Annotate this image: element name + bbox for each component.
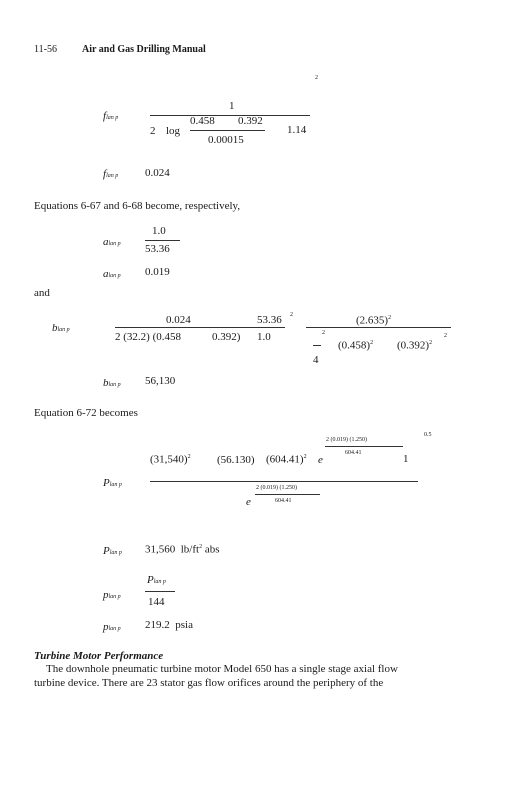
p-term-2: (56.130) bbox=[217, 454, 255, 466]
p-outer-exponent: 0.5 bbox=[424, 432, 432, 438]
a-numerator: 1.0 bbox=[152, 225, 166, 237]
friction-main-fraction-bar bbox=[150, 115, 310, 116]
friction-log: log bbox=[166, 125, 181, 137]
text-equation-becomes: Equation 6-72 becomes bbox=[34, 407, 138, 419]
a-result-value: 0.019 bbox=[145, 266, 170, 278]
b-frac3-denominator-4: 4 bbox=[313, 354, 319, 366]
friction-result-value: 0.024 bbox=[145, 167, 170, 179]
page-number: 11-56 bbox=[34, 44, 57, 55]
friction-lhs-var: flan p bbox=[103, 110, 119, 122]
b-frac2-exponent: 2 bbox=[290, 312, 293, 318]
text-and: and bbox=[34, 287, 50, 299]
p-term-3: $(604.41)^2$ bbox=[266, 453, 307, 466]
a-fraction-bar bbox=[145, 240, 180, 241]
paragraph-line-1: The downhole pneumatic turbine motor Model 650 has a single stage axial flow bbox=[46, 663, 398, 675]
p-one: 1 bbox=[403, 453, 409, 465]
p-result-var: Plan p bbox=[103, 545, 122, 557]
p-main-fraction-bar bbox=[150, 481, 418, 482]
book-title: Air and Gas Drilling Manual bbox=[82, 44, 206, 55]
a-result-var: alan p bbox=[103, 268, 121, 280]
p-top-exponent-numerator: 2 (0.019) (1.250) bbox=[326, 437, 367, 443]
friction-result-var: flan p bbox=[103, 168, 119, 180]
b-frac3-bar bbox=[306, 327, 451, 328]
p-bottom-exponent-bar bbox=[255, 494, 320, 495]
friction-numerator: 1 bbox=[229, 100, 235, 112]
psia-numerator: Plan p bbox=[147, 574, 166, 586]
b-outer-exponent: 2 bbox=[444, 333, 447, 339]
p-top-exponent-bar bbox=[325, 446, 403, 447]
p-top-exponent-denominator: 604.41 bbox=[345, 450, 362, 456]
b-var: blan p bbox=[52, 322, 70, 334]
friction-constant: 1.14 bbox=[287, 124, 307, 136]
p-term-1: $(31,540)^2$ bbox=[150, 453, 191, 466]
b-frac1-numerator: 0.024 bbox=[166, 314, 191, 326]
b-result-value: 56,130 bbox=[145, 375, 176, 387]
p-var: Plan p bbox=[103, 477, 122, 489]
friction-diameter-1: 0.458 bbox=[190, 115, 215, 127]
b-pi-fraction-bar bbox=[313, 345, 321, 346]
friction-coefficient: 2 bbox=[150, 125, 156, 137]
b-frac1-denominator: 2 (32.2) (0.458 bbox=[115, 331, 181, 343]
p-bottom-exponent-numerator: 2 (0.019) (1.250) bbox=[256, 485, 297, 491]
friction-outer-exponent: 2 bbox=[315, 75, 318, 81]
section-heading: Turbine Motor Performance bbox=[34, 650, 164, 662]
psia-result: 219.2 psia bbox=[145, 619, 193, 631]
a-var: alan p bbox=[103, 236, 121, 248]
b-frac1-denominator-2: 0.392) bbox=[212, 331, 241, 343]
b-frac3-numerator: $(2.635)^2$ bbox=[356, 314, 392, 327]
friction-diameter-2: 0.392 bbox=[238, 115, 263, 127]
b-frac2-numerator: 53.36 bbox=[257, 314, 282, 326]
b-frac2-denominator: 1.0 bbox=[257, 331, 271, 343]
section-paragraph bbox=[34, 662, 482, 690]
p-exponential-e: e bbox=[318, 454, 323, 466]
b-frac2-bar bbox=[255, 327, 285, 328]
b-frac3-denominator-a: $(0.458)^2$ bbox=[338, 339, 374, 352]
b-frac1-bar bbox=[115, 327, 275, 328]
b-result-var: blan p bbox=[103, 377, 121, 389]
psia-denominator: 144 bbox=[148, 596, 165, 608]
psia-fraction-bar bbox=[145, 591, 175, 592]
a-denominator: 53.36 bbox=[145, 243, 170, 255]
b-frac3-denominator-b: $(0.392)^2$ bbox=[397, 339, 433, 352]
p-bottom-exponential-e: e bbox=[246, 496, 251, 508]
p-bottom-exponent-denominator: 604.41 bbox=[275, 498, 292, 504]
psia-result-var: plan p bbox=[103, 621, 121, 633]
paragraph-line-2: turbine device. There are 23 stator gas flow orifices around the periphery of the bbox=[34, 677, 384, 689]
p-result: 31,560 $lb/ft^2$ abs bbox=[145, 543, 220, 556]
friction-inner-fraction-bar bbox=[190, 130, 265, 131]
b-pi-exponent: 2 bbox=[322, 330, 325, 336]
text-equations-become: Equations 6-67 and 6-68 become, respectively, bbox=[34, 200, 241, 212]
psia-var: plan p bbox=[103, 589, 121, 601]
friction-roughness: 0.00015 bbox=[208, 134, 244, 146]
